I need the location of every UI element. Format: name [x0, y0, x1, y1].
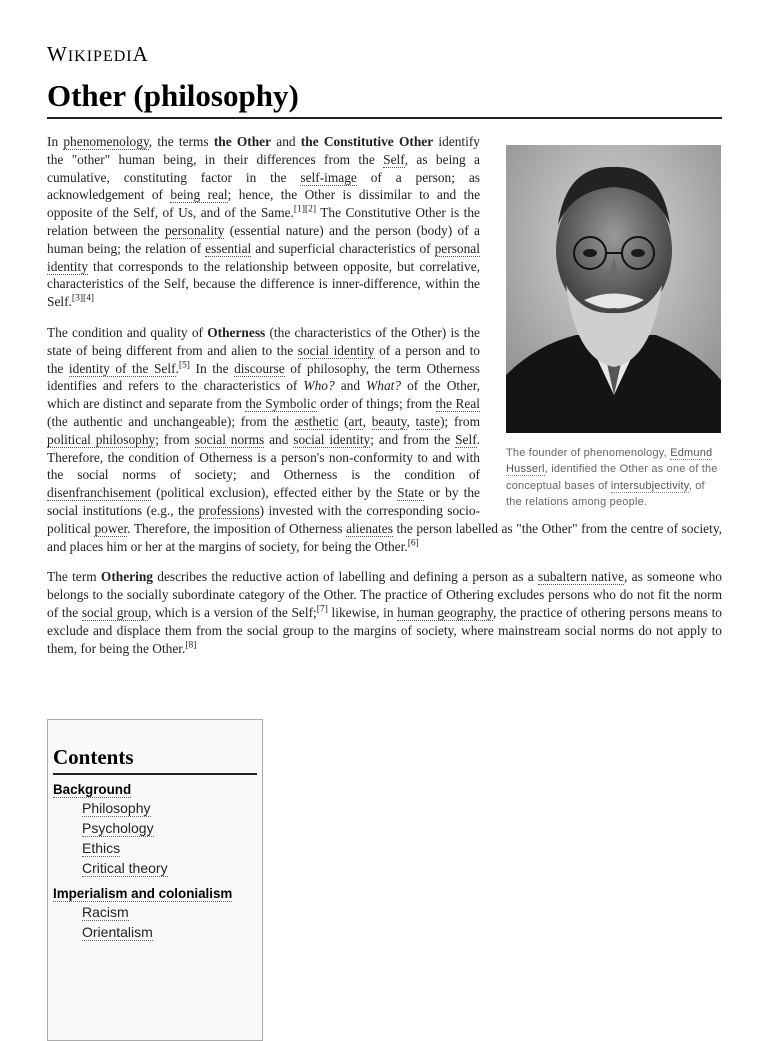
toc-item-psychology[interactable]: Psychology — [82, 820, 154, 836]
citation-5[interactable]: [5] — [178, 360, 190, 371]
term-who: Who? — [303, 378, 335, 394]
link-the-real[interactable]: the Real — [435, 396, 480, 412]
citation-4[interactable]: [4] — [83, 293, 95, 304]
link-being-real[interactable]: being real — [170, 187, 228, 203]
thumbnail-figure — [506, 145, 722, 511]
link-taste[interactable]: taste — [415, 413, 441, 429]
link-aesthetic[interactable]: æsthetic — [294, 413, 339, 429]
link-art[interactable]: art — [348, 413, 363, 429]
portrait-photo[interactable] — [506, 145, 721, 433]
toc-item-racism[interactable]: Racism — [82, 904, 129, 920]
link-social-norms[interactable]: social norms — [194, 431, 265, 447]
wikipedia-wordmark[interactable]: WIKIPEDIA — [47, 42, 149, 66]
citation-3[interactable]: [3] — [71, 293, 83, 304]
citation-6[interactable]: [6] — [407, 538, 419, 549]
link-self-2[interactable]: Self — [455, 431, 477, 447]
citation-2[interactable]: [2] — [305, 204, 317, 215]
paragraph-1: In phenomenology, the terms the Other and the Constitutive Other identify the "other" human being, in their differences from the Self, as being a cumulative, constituting factor in the self-image of a person; as acknowledgement of being real; hence, the Other is dissimilar to and the opposite of the Self, of Us, and of the Same.[1][2] The Constitutive Other is the relation between the personality (essential nature) and the person (body) of a human being; the relation of essential and superficial characteristics of personal identity that corresponds to the relationship between opposite, but correlative, characteristics of the Self, because the difference is inner-difference, within the Self.[3][4] — [47, 134, 481, 310]
paragraph-2: The condition and quality of Otherness (the characteristics of the Other) is the state of being different from and alien to the social identity of a person and to the identity of the Self.[5] In the discourse of philosophy, the term Otherness identifies and refers to the characteristics of Who? and What? of the Other, which are distinct and separate from the Symbolic order of things; from the Real (the authentic and unchangeable); from the æsthetic (art, beauty, taste); from political philosophy; from social norms and social identity; and from the Self. Therefore, the condition of Otherness is a person's non-conformity to and with the social norms of society; and Otherness is the condition of disenfranchisement (political exclusion), effected either by the State or by the social institutions (e.g., the professions) invested with the corresponding socio-political power. Therefore, the imposition of Otherness alienates the person labelled as "the Other" from the centre of society, and places him or her at the margins of society, for being the Other.[6] — [47, 324, 722, 554]
paragraph-3: The term Othering describes the reductive action of labelling and defining a person as a subaltern native, as someone who belongs to the socially subordinate category of the Other. The practice of Othering excludes persons who do not fit the norm of the social group, which is a version of the Self;[7] likewise, in human geography, the practice of othering persons means to exclude and displace them from the social group to the margins of society, where mainstream social norms do not apply to them, for being the Other.[8] — [47, 569, 723, 656]
link-social-group[interactable]: social group — [81, 604, 148, 620]
figure-caption: The founder of phenomenology, Edmund Husserl, identified the Other as one of the conceptual bases of intersubjectivity, of the relations among people. — [506, 447, 718, 509]
link-the-symbolic[interactable]: the Symbolic — [245, 396, 317, 412]
toc-section-imperialism[interactable]: Imperialism and colonialism — [53, 886, 233, 901]
link-disenfranchisement[interactable]: disenfranchisement — [47, 485, 152, 501]
toc-item-philosophy[interactable]: Philosophy — [82, 800, 151, 816]
link-phenomenology[interactable]: phenomenology — [63, 134, 149, 149]
link-self-image[interactable]: self-image — [300, 169, 357, 185]
link-self[interactable]: Self — [383, 151, 405, 167]
link-social-identity[interactable]: social identity — [297, 342, 375, 358]
link-subaltern-native[interactable]: subaltern native — [537, 569, 625, 585]
toc-item-orientalism[interactable]: Orientalism — [82, 924, 153, 940]
term-constitutive-other: the Constitutive Other — [300, 134, 434, 149]
link-beauty[interactable]: beauty — [371, 413, 407, 429]
caption-link-edmund-husserl[interactable]: Edmund Husserl — [506, 447, 713, 476]
article-body — [47, 133, 722, 670]
link-identity-of-the-self[interactable]: identity of the Self — [68, 360, 176, 376]
toc-section-background[interactable]: Background — [53, 782, 132, 797]
term-what: What? — [366, 378, 402, 394]
link-power[interactable]: power — [94, 520, 128, 536]
link-personal-identity[interactable]: personal identity — [47, 240, 480, 274]
toc-item-critical-theory[interactable]: Critical theory — [82, 860, 168, 876]
citation-8[interactable]: [8] — [185, 640, 197, 651]
toc-item-ethics[interactable]: Ethics — [82, 840, 121, 856]
link-professions[interactable]: professions — [198, 502, 260, 518]
link-state[interactable]: State — [397, 485, 424, 501]
caption-link-intersubjectivity[interactable]: intersubjectivity — [610, 479, 689, 492]
citation-7[interactable]: [7] — [316, 604, 328, 615]
link-discourse[interactable]: discourse — [234, 360, 285, 376]
title-divider — [47, 117, 722, 119]
link-human-geography[interactable]: human geography — [397, 604, 493, 620]
link-political-philosophy[interactable]: political philosophy — [47, 431, 156, 447]
term-otherness: Otherness — [207, 324, 266, 340]
link-personality[interactable]: personality — [164, 222, 225, 238]
term-the-other: the Other — [213, 134, 272, 149]
citation-1[interactable]: [1] — [293, 204, 305, 215]
link-social-identity-2[interactable]: social identity — [293, 431, 371, 447]
term-othering: Othering — [100, 569, 153, 585]
page-title: Other (philosophy) — [47, 78, 299, 113]
link-alienates[interactable]: alienates — [346, 520, 393, 536]
toc-divider — [53, 773, 257, 775]
table-of-contents — [47, 719, 263, 1041]
toc-title: Contents — [53, 745, 134, 769]
link-essential[interactable]: essential — [205, 240, 252, 256]
